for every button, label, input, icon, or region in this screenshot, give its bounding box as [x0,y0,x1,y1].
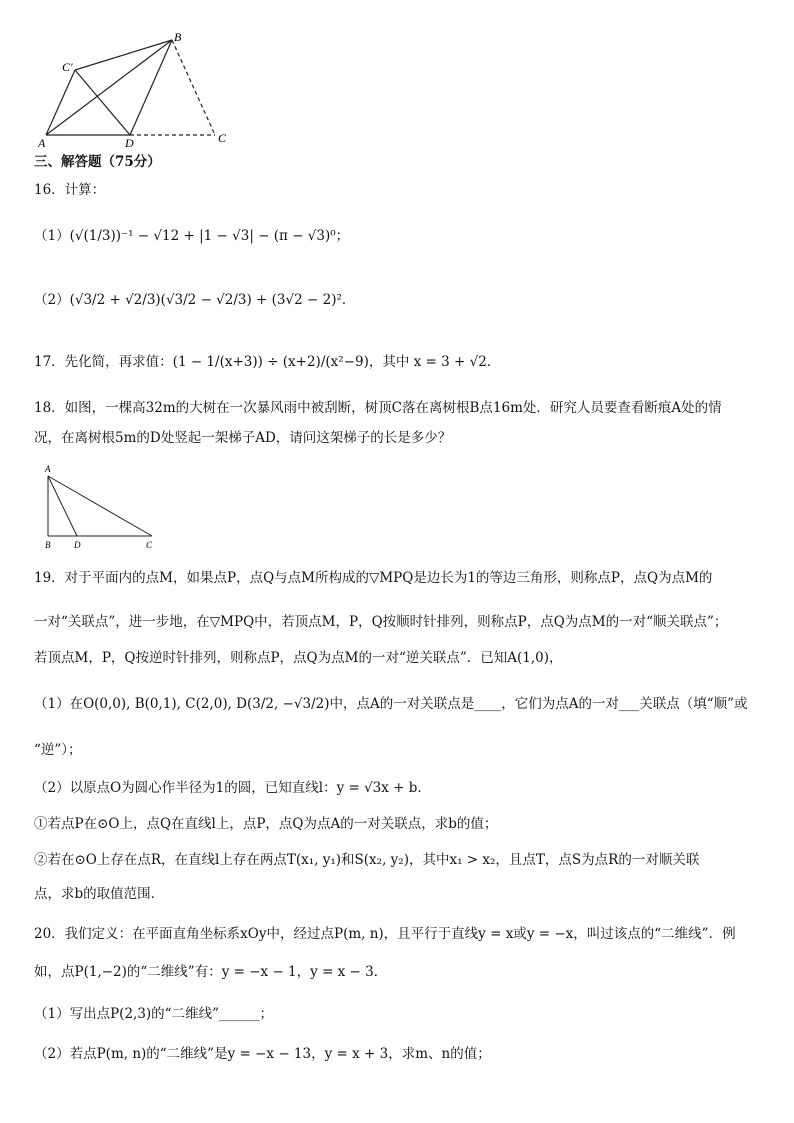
figure-parallelogram [30,25,240,150]
q18-line2: 况，在离树根5m的D处竖起一架梯子AD，请问这架梯子的长是多少？ [34,430,452,446]
label-C-prime: C′ [62,60,73,74]
q16-p2-label: （2） [34,292,70,308]
q19-part1b: “逆”）； [34,742,82,758]
label-C: C [146,540,153,550]
q19-line3: 若顶点M，P，Q按逆时针排列，则称点P，点Q为点M的一对“逆关联点”．已知A(1,0)， [34,650,563,666]
q16-part2 [34,290,764,310]
q19-part2: （2）以原点O为圆心作半径为1的圆，已知直线l：y = √3x + b． [34,780,431,796]
label-C: C [218,131,227,145]
q20-line2: 如，点P(1,−2)的“二维线”有：y = −x − 1，y = x − 3． [34,964,388,980]
label-A: A [45,464,51,474]
q20-part1: （1）写出点P(2,3)的“二维线”______； [34,1006,273,1022]
q19-line1: 19．对于平面内的点M，如果点P，点Q与点M所构成的▽MPQ是边长为1的等边三角形，则称点P，点Q为点M的 [34,570,713,586]
q20-part2: （2）若点P(m, n)的“二维线”是y = −x − 13，y = x + 3，求m、n的值； [34,1046,491,1062]
q16-part1 [34,226,764,246]
q16-stem: 16．计算： [34,182,106,198]
q19-line2: 一对“关联点”，进一步地，在▽MPQ中，若顶点M，P，Q按顺时针排列，则称点P，点Q为点M的一对“顺关联点”； [34,614,728,630]
q19-part1: （1）在O(0,0), B(0,1), C(2,0), D(3/2, −√3/2)中，点A的一对关联点是____，它们为点A的一对___关联点（填“顺”或 [34,696,748,712]
label-D: D [74,540,81,550]
q16-p1-label: （1） [34,228,70,244]
label-A: A [38,136,46,150]
figure-tree-triangle [40,462,170,552]
q18-line1: 18．如图，一棵高32m的大树在一次暴风雨中被刮断，树顶C落在离树根B点16m处．研究人员要查看断痕A处的情 [34,400,722,416]
q19-case2b: 点，求b的取值范围． [34,886,165,902]
label-D: D [125,136,134,150]
section-title: 三、解答题（75分） [34,154,161,170]
q20-line1: 20．我们定义：在平面直角坐标系xOy中，经过点P(m, n)，且平行于直线y = x或y = −x，叫过该点的“二维线”．例 [34,926,736,942]
q19-case2: ②若在⊙O上存在点R，在直线l上存在两点T(x₁, y₁)和S(x₂, y₂)，其中x₁ > x₂，且点T，点S为点R的一对顺关联 [34,852,700,868]
q16-p1-expr: (√(1/3))⁻¹ − √12 + |1 − √3| − (π − √3)⁰； [69,228,350,244]
label-B: B [174,30,182,44]
q16-p2-expr: (√3/2 + √2/3)(√3/2 − √2/3) + (3√2 − 2)²． [69,292,356,308]
label-B: B [45,540,51,550]
q19-case1: ①若点P在⊙O上，点Q在直线l上，点P，点Q为点A的一对关联点，求b的值； [34,816,498,832]
q17: 17．先化简，再求值：(1 − 1/(x+3)) ÷ (x+2)/(x²−9)，其中 x = 3 + √2． [34,354,501,370]
